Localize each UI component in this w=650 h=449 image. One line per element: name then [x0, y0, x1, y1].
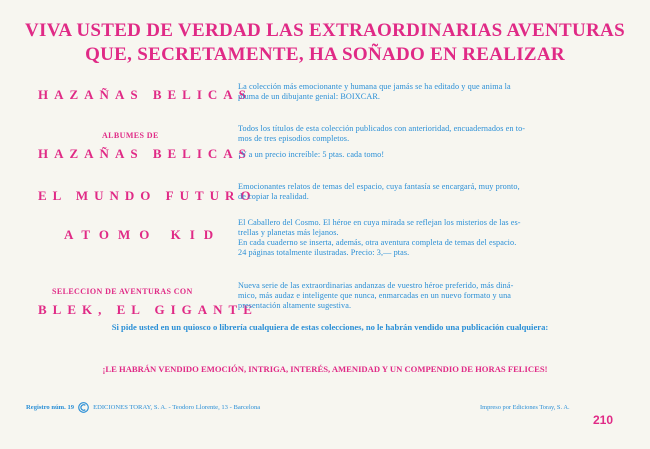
- desc-line: Nueva serie de las extraordinarias andanzas de vuestro héroe preferido, más diná-: [238, 281, 514, 290]
- title-hazanas-belicas: HAZAÑAS BELICAS: [38, 87, 252, 102]
- desc-line: presentación altamente sugestiva.: [238, 301, 352, 310]
- footer-publisher: [26, 402, 260, 413]
- pretitle-albumes: ALBUMES DE: [102, 131, 159, 140]
- toray-logo-icon: [78, 402, 89, 413]
- headline-line-2: QUE, SECRETAMENTE, HA SOÑADO EN REALIZAR: [85, 44, 565, 65]
- desc-line: ¡Y a un precio increíble: 5 ptas. cada tomo!: [238, 150, 385, 159]
- desc-line: de copiar la realidad.: [238, 192, 309, 201]
- registry-number: Registro núm. 19: [26, 404, 75, 411]
- desc-blek: [238, 281, 610, 311]
- pretitle-seleccion: SELECCION DE AVENTURAS CON: [52, 287, 193, 296]
- headline-line-1: VIVA USTED DE VERDAD LAS EXTRAORDINARIAS AVENTURAS: [25, 20, 625, 41]
- printer-credit: Impreso por Ediciones Toray, S. A.: [480, 404, 570, 411]
- desc-atomo-kid: [238, 218, 610, 258]
- page-number: 210: [593, 413, 614, 427]
- desc-line: pluma de un dibujante genial: BOIXCAR.: [238, 92, 381, 101]
- desc-line: El Caballero del Cosmo. El héroe en cuya mirada se reflejan los misterios de las es-: [238, 218, 521, 227]
- title-albumes-hazanas-belicas: HAZAÑAS BELICAS: [38, 146, 252, 161]
- publisher-address: EDICIONES TORAY, S. A. - Teodoro Llorente, 13 - Barcelona: [93, 404, 261, 411]
- title-blek-el-gigante: BLEK, EL GIGANTE: [38, 302, 258, 317]
- desc-hazanas-belicas: [238, 82, 610, 102]
- desc-line: trellas y planetas más lejanos.: [238, 228, 339, 237]
- desc-line: Todos los títulos de esta colección publicados con anterioridad, encuadernados en to-: [238, 124, 526, 133]
- title-atomo-kid: ATOMO KID: [64, 227, 223, 242]
- desc-el-mundo-futuro: [238, 182, 610, 202]
- desc-line: 24 páginas totalmente ilustradas. Precio: 3,— ptas.: [238, 248, 410, 257]
- notice-text: Si pide usted en un quiosco o librería cualquiera de estas colecciones, no le habrán vendido una publicación cualquiera:: [111, 322, 549, 332]
- desc-line: mico, más audaz e inteligente que nunca, enmarcadas en un nuevo formato y una: [238, 291, 512, 300]
- desc-line: En cada cuaderno se inserta, además, otra aventura completa de temas del espacio.: [238, 238, 517, 247]
- title-el-mundo-futuro: EL MUNDO FUTURO: [38, 188, 257, 203]
- desc-line: Emocionantes relatos de temas del espacio, cuya fantasía se encargará, muy pronto,: [238, 182, 520, 191]
- slogan-text: ¡LE HABRÁN VENDIDO EMOCIÓN, INTRIGA, INTERÉS, AMENIDAD Y UN COMPENDIO DE HORAS FELICES!: [102, 364, 548, 374]
- desc-albumes: [238, 124, 610, 160]
- desc-line: mos de tres episodios completos.: [238, 134, 350, 143]
- desc-line: La colección más emocionante y humana que jamás se ha editado y que anima la: [238, 82, 511, 91]
